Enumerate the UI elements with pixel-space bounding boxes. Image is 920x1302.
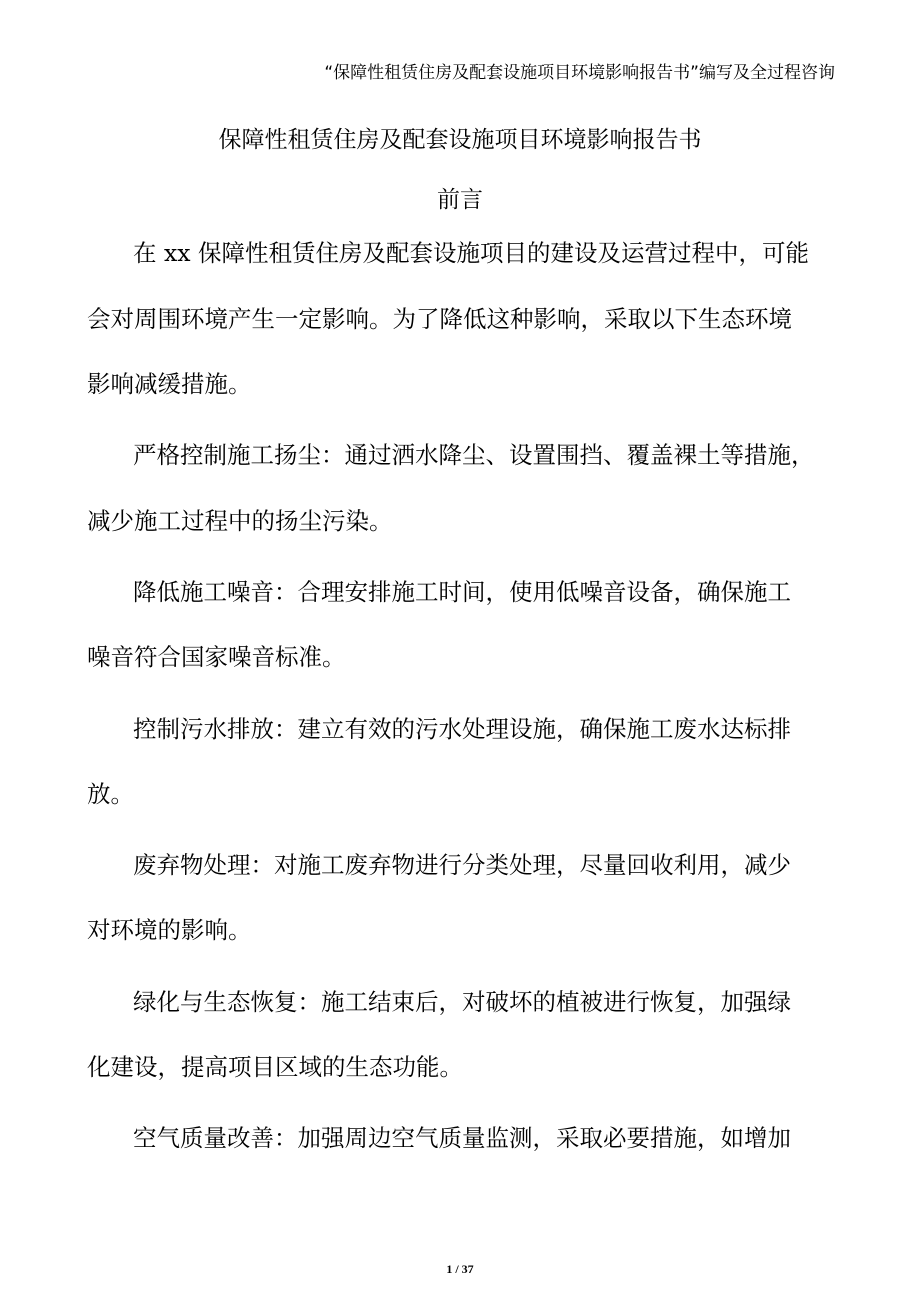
running-header: “保障性租赁住房及配套设施项目环境影响报告书”编写及全过程咨询 <box>324 63 835 83</box>
paragraph-line: 噪音符合国家噪音标准。 <box>87 643 346 671</box>
page-number: 1 / 37 <box>446 1262 474 1276</box>
paragraph-line: 放。 <box>87 780 134 808</box>
paragraph-line: 控制污水排放：建立有效的污水处理设施，确保施工废水达标排 <box>133 715 791 743</box>
paragraph-line: 减少施工过程中的扬尘污染。 <box>87 507 393 535</box>
paragraph-line: 严格控制施工扬尘：通过洒水降尘、设置围挡、覆盖裸土等措施， <box>133 441 815 469</box>
paragraph-line: 影响减缓措施。 <box>87 370 252 398</box>
paragraph-line: 绿化与生态恢复：施工结束后，对破坏的植被进行恢复，加强绿 <box>133 988 791 1016</box>
paragraph-line: 对环境的影响。 <box>87 916 252 944</box>
paragraph-line: 化建设，提高项目区域的生态功能。 <box>87 1053 463 1081</box>
paragraph-line: 在 xx 保障性租赁住房及配套设施项目的建设及运营过程中，可能 <box>133 239 809 267</box>
paragraph-line: 废弃物处理：对施工废弃物进行分类处理，尽量回收利用，减少 <box>133 851 791 879</box>
paragraph-line: 空气质量改善：加强周边空气质量监测，采取必要措施，如增加 <box>133 1124 791 1152</box>
document-title: 保障性租赁住房及配套设施项目环境影响报告书 <box>218 127 702 153</box>
paragraph-line: 会对周围环境产生一定影响。为了降低这种影响，采取以下生态环境 <box>87 305 792 333</box>
section-heading: 前言 <box>437 187 483 213</box>
paragraph-line: 降低施工噪音：合理安排施工时间，使用低噪音设备，确保施工 <box>133 578 791 606</box>
